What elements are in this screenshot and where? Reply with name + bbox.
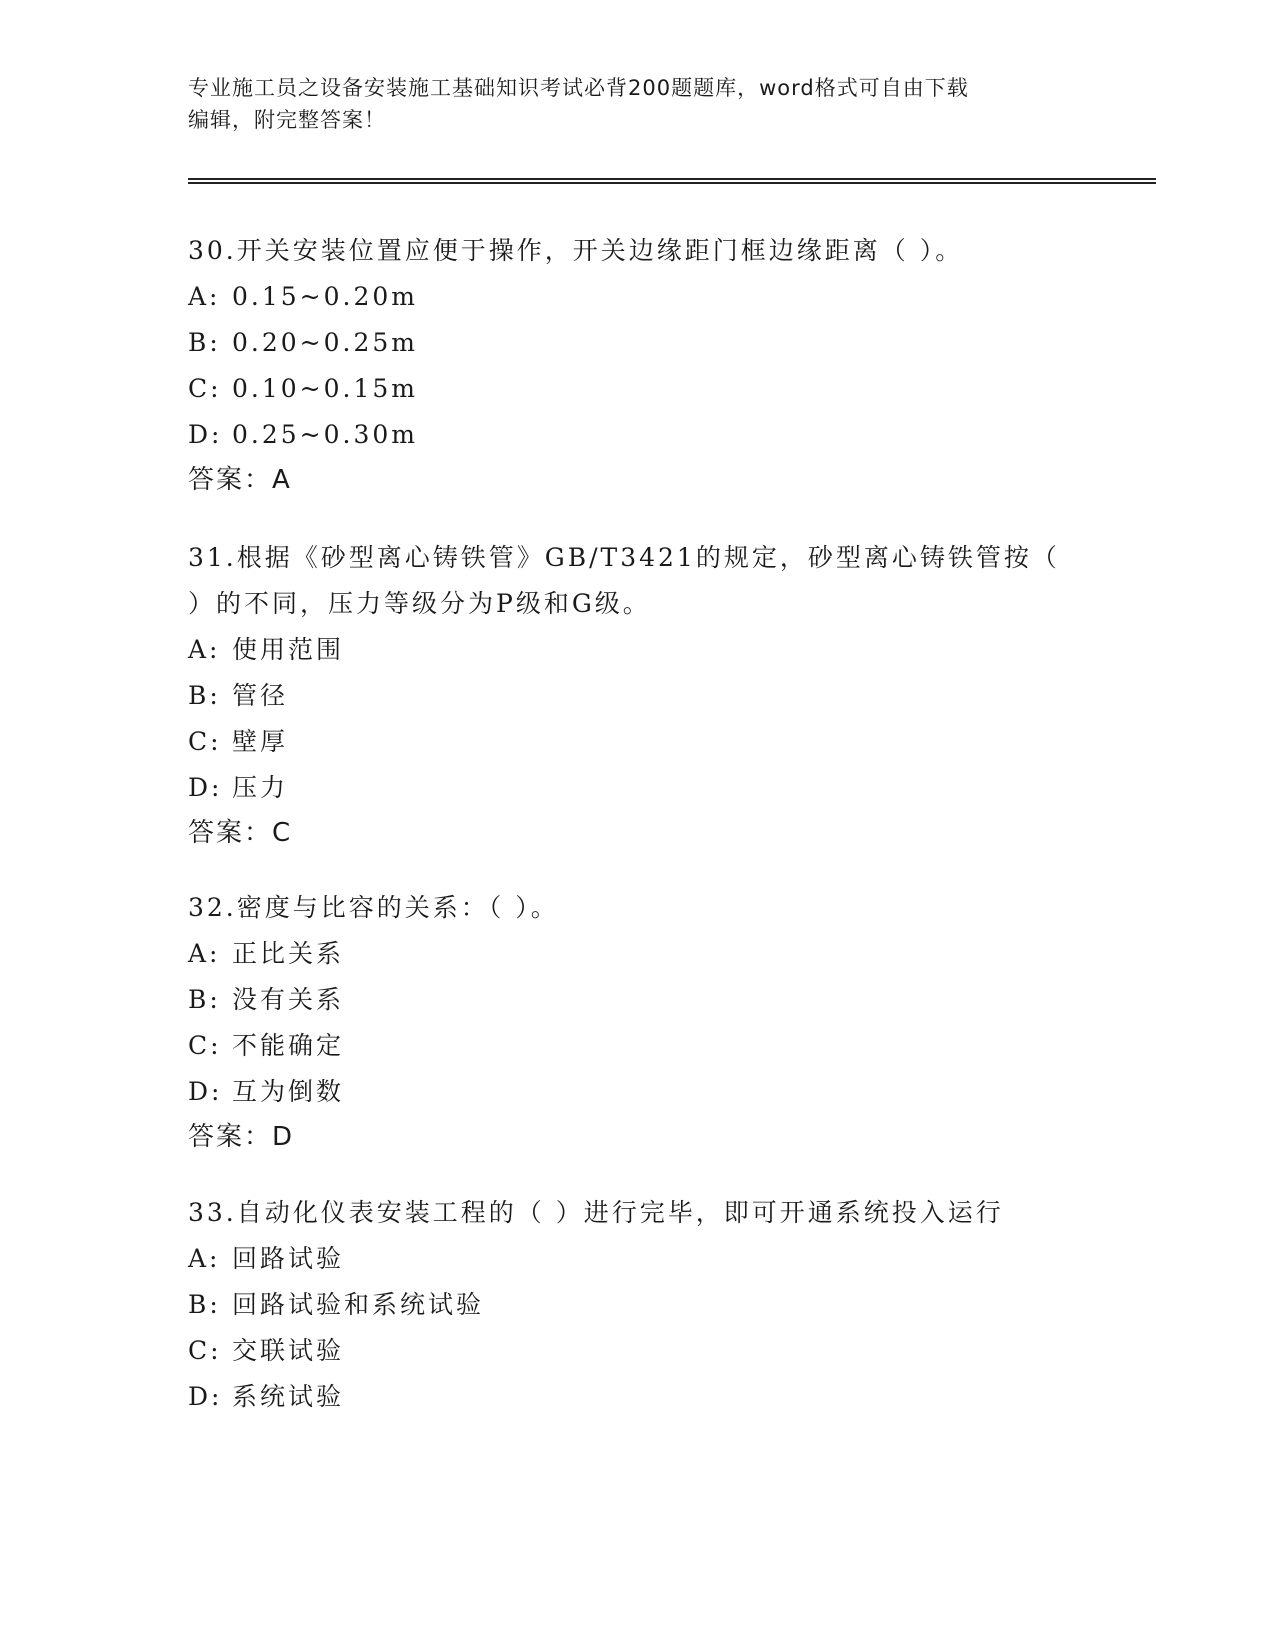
- option-a: [188, 274, 1088, 320]
- option-text: 压力: [232, 773, 289, 802]
- answer-line: 答案：C: [188, 818, 293, 848]
- option-text: 0.25~0.30m: [232, 420, 418, 449]
- header-line-2: 编辑，附完整答案！: [188, 108, 386, 132]
- option-letter: D:: [188, 773, 223, 802]
- header-divider-top: [188, 178, 1156, 180]
- question-stem: 30.开关安装位置应便于操作，开关边缘距门框边缘距离（ ）。: [188, 236, 964, 265]
- option-letter: A:: [188, 939, 221, 968]
- option-b: [188, 977, 1088, 1023]
- option-letter: C:: [188, 727, 222, 756]
- option-c: [188, 366, 1088, 412]
- option-letter: C:: [188, 374, 222, 403]
- option-b: [188, 320, 1088, 366]
- option-c: [188, 1328, 1088, 1374]
- question-31: [188, 535, 1088, 855]
- option-c: [188, 719, 1088, 765]
- option-letter: B:: [188, 681, 221, 710]
- question-stem: 33.自动化仪表安装工程的（ ）进行完毕，即可开通系统投入运行: [188, 1198, 1004, 1227]
- option-letter: B:: [188, 1290, 221, 1319]
- question-stem: 31.根据《砂型离心铸铁管》GB/T3421的规定，砂型离心铸铁管按（: [188, 543, 1060, 572]
- option-text: 不能确定: [232, 1031, 345, 1060]
- option-letter: C:: [188, 1031, 222, 1060]
- question-stem: 32.密度与比容的关系：（ ）。: [188, 893, 559, 922]
- option-text: 0.10~0.15m: [232, 374, 418, 403]
- option-letter: A:: [188, 635, 221, 664]
- option-text: 回路试验: [232, 1244, 345, 1273]
- question-30: [188, 228, 1088, 502]
- option-text: 0.20~0.25m: [232, 328, 418, 357]
- option-text: 互为倒数: [232, 1077, 345, 1106]
- document-header: [188, 72, 1068, 136]
- option-a: [188, 1236, 1088, 1282]
- option-letter: A:: [188, 1244, 221, 1273]
- answer-line: 答案：D: [188, 1122, 295, 1152]
- option-text: 系统试验: [232, 1382, 345, 1411]
- option-text: 管径: [232, 681, 289, 710]
- option-c: [188, 1023, 1088, 1069]
- option-letter: A:: [188, 282, 221, 311]
- option-text: 交联试验: [232, 1336, 345, 1365]
- answer-line: 答案：A: [188, 465, 292, 495]
- question-32: [188, 885, 1088, 1159]
- option-letter: B:: [188, 328, 221, 357]
- option-a: [188, 627, 1088, 673]
- option-d: [188, 1374, 1088, 1420]
- option-a: [188, 931, 1088, 977]
- option-text: 没有关系: [232, 985, 345, 1014]
- option-d: [188, 1069, 1088, 1115]
- option-letter: D:: [188, 1077, 223, 1106]
- option-d: [188, 412, 1088, 458]
- option-letter: C:: [188, 1336, 222, 1365]
- header-line-1: 专业施工员之设备安装施工基础知识考试必背200题题库，word格式可自由下载: [188, 76, 969, 100]
- option-letter: B:: [188, 985, 221, 1014]
- header-divider-bottom: [188, 182, 1156, 184]
- option-text: 壁厚: [232, 727, 289, 756]
- option-text: 使用范围: [232, 635, 345, 664]
- option-d: [188, 765, 1088, 811]
- question-stem-continued: ）的不同，压力等级分为P级和G级。: [188, 589, 651, 618]
- question-33: [188, 1190, 1088, 1420]
- option-letter: D:: [188, 420, 223, 449]
- option-text: 0.15~0.20m: [232, 282, 418, 311]
- option-text: 正比关系: [232, 939, 345, 968]
- option-text: 回路试验和系统试验: [232, 1290, 485, 1319]
- option-letter: D:: [188, 1382, 223, 1411]
- option-b: [188, 1282, 1088, 1328]
- option-b: [188, 673, 1088, 719]
